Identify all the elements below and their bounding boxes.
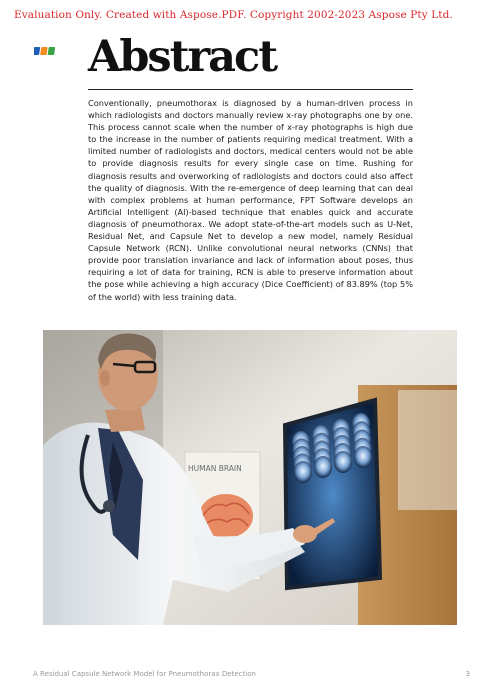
footer-page-number: 3 bbox=[465, 670, 470, 678]
doctor-xray-photo bbox=[43, 330, 457, 625]
brain-scan-thumbnail bbox=[334, 451, 352, 473]
fpt-logo bbox=[34, 45, 56, 57]
footer-document-title: A Residual Capsule Network Model for Pneumothorax Detection bbox=[33, 670, 256, 678]
brain-scan-thumbnail bbox=[354, 446, 372, 468]
abstract-text: Conventionally, pneumothorax is diagnosed by a human-driven process in which radiologists and doctors manually review x-ray photographs one by one. This process cannot scale when the number of x-ray photographs is high due to the increase in the number of patients requiring medical treatment. With a limited number of radiologists and doctors, medical centers would not be able to provide diagnosis results for every single case on time. Rushing for diagnosis results and overworking of radiologists and doctors could also affect the quality of diagnosis. With the re-emergence of deep learning that can deal with complex problems at human performance, FPT Software develops an Artificial Intelligent (AI)-based technique that enables quick and accurate diagnosis of pneumothorax. We adopt state-of-the-art models such as U-Net, Residual Net, and Capsule Net to develop a new model, namely Residual Capsule Network (RCN). Unlike convolutional neural networks (CNNs) that provide poor translation invariance and lack of information about poses, thus requiring a lot of data for training, RCN is able to preserve information about the pose while achieving a high accuracy (Dice Coefficient) of 83.89% (top 5% of the world) with less training data. bbox=[88, 98, 413, 302]
brain-scan-thumbnail bbox=[294, 461, 312, 483]
brain-scan-thumbnail bbox=[314, 456, 332, 478]
page-title: Abstract bbox=[88, 32, 277, 82]
title-divider bbox=[88, 89, 413, 90]
evaluation-watermark: Evaluation Only. Created with Aspose.PDF. Copyright 2002-2023 Aspose Pty Ltd. bbox=[14, 9, 453, 21]
poster-title: HUMAN BRAIN bbox=[188, 464, 242, 473]
